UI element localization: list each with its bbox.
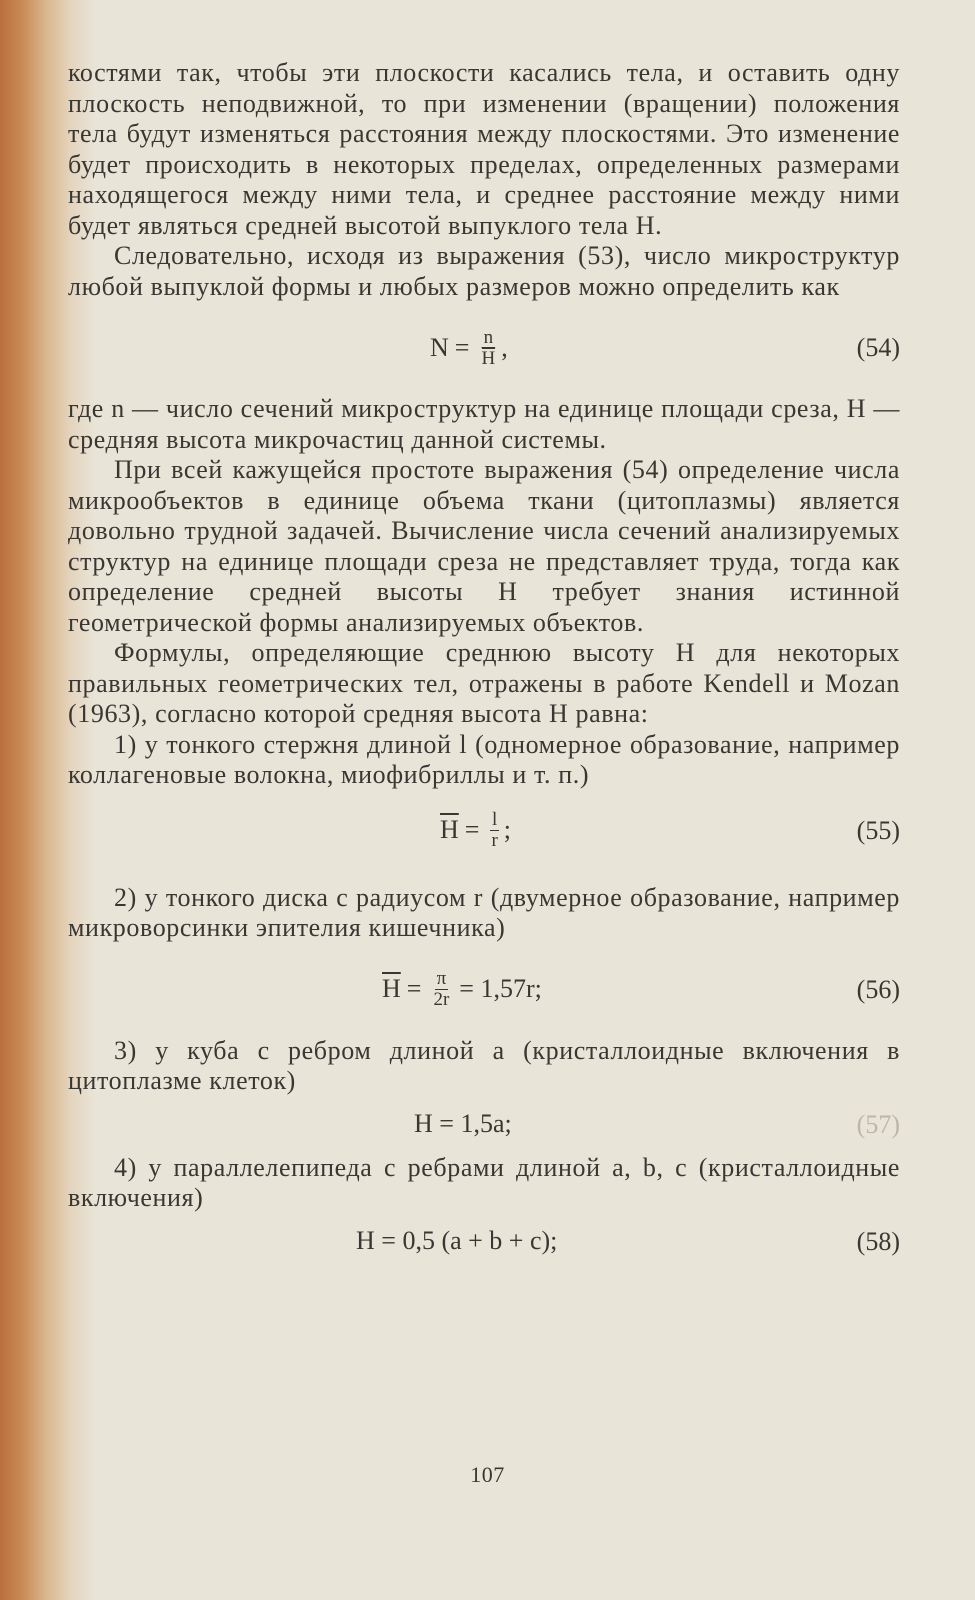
equation-54-number: (54) (856, 332, 900, 362)
equation-54-op: = (454, 332, 470, 362)
equation-55-lhs: $\overline{H}$ (440, 815, 459, 845)
equation-56-lhs: $\overline{H}$ (382, 974, 401, 1004)
equation-56-number: (56) (856, 974, 900, 1004)
equation-58 (68, 1214, 900, 1270)
equation-56 (68, 944, 900, 1036)
equation-54-lhs: N (430, 332, 449, 362)
equation-56-tail: = 1,57r; (459, 974, 542, 1004)
equation-56-denominator: 2r (433, 989, 450, 1010)
equation-54-numerator: n (483, 326, 494, 348)
equation-55-numerator: l (491, 809, 498, 830)
equation-58-expression: H = 0,5 (a + b + c); (356, 1226, 558, 1256)
equation-57 (68, 1097, 900, 1153)
equation-55 (68, 791, 900, 871)
paragraph-8: 3) у куба с ребром длиной a (кристаллоидные включения в цитоплазме клеток) (68, 1035, 900, 1095)
equation-57-expression: H = 1,5a; (414, 1109, 512, 1139)
equation-55-tail: ; (503, 815, 512, 845)
paragraph-6: 1) у тонкого стержня длиной l (одномерное образование, например коллагеновые волокна, миофибриллы и т. п.) (68, 729, 900, 789)
paragraph-9: 4) у параллелепипеда с ребрами длиной a, b, c (кристаллоидные включения) (68, 1152, 900, 1212)
equation-54-fraction (479, 328, 497, 369)
equation-55-denominator: r (491, 830, 498, 851)
equation-54 (68, 302, 900, 394)
equation-55-op: = (464, 815, 480, 845)
paragraph-1: костями так, чтобы эти плоскости касались тела, и оставить одну плоскость неподвижной, то при изменении (вращении) положения тела будут изменяться расстояния между плоскостями. Это изменение будет происходить в некоторых пределах, определенных размерами находящегося между ними тела, и среднее расстояние между ними будет являться средней высотой выпуклого тела H. (68, 58, 900, 240)
equation-54-denominator: H (481, 347, 496, 369)
page-text-block (68, 58, 900, 1270)
equation-54-tail: , (501, 332, 508, 362)
paragraph-5: Формулы, определяющие среднюю высоту H для некоторых правильных геометрических тел, отражены в работе Kendell и Mozan (1963), согласно которой средняя высота H равна: (68, 638, 900, 728)
equation-56-op: = (406, 974, 422, 1004)
equation-55-fraction (489, 810, 499, 851)
page-number: 107 (470, 1462, 505, 1487)
equation-56-fraction (431, 969, 451, 1010)
equation-55-number: (55) (856, 815, 900, 845)
equation-56-numerator: π (436, 968, 447, 989)
paragraph-7: 2) у тонкого диска с радиусом r (двумерное образование, например микроворсинки эпителия кишечника) (68, 882, 900, 942)
equation-57-number: (57) (856, 1109, 900, 1139)
equation-58-number: (58) (856, 1226, 900, 1256)
paragraph-2: Следовательно, исходя из выражения (53), число микроструктур любой выпуклой формы и любых размеров можно определить как (68, 241, 900, 301)
paragraph-3: где n — число сечений микроструктур на единице площади среза, H — средняя высота микрочастиц данной системы. (68, 394, 900, 454)
paragraph-4: При всей кажущейся простоте выражения (54) определение числа микрообъектов в единице объема ткани (цитоплазмы) является довольно трудной задачей. Вычисление числа сечений анализируемых структур на единице площади среза не представляет труда, тогда как определение средней высоты H требует знания истинной геометрической формы анализируемых объектов. (68, 455, 900, 637)
